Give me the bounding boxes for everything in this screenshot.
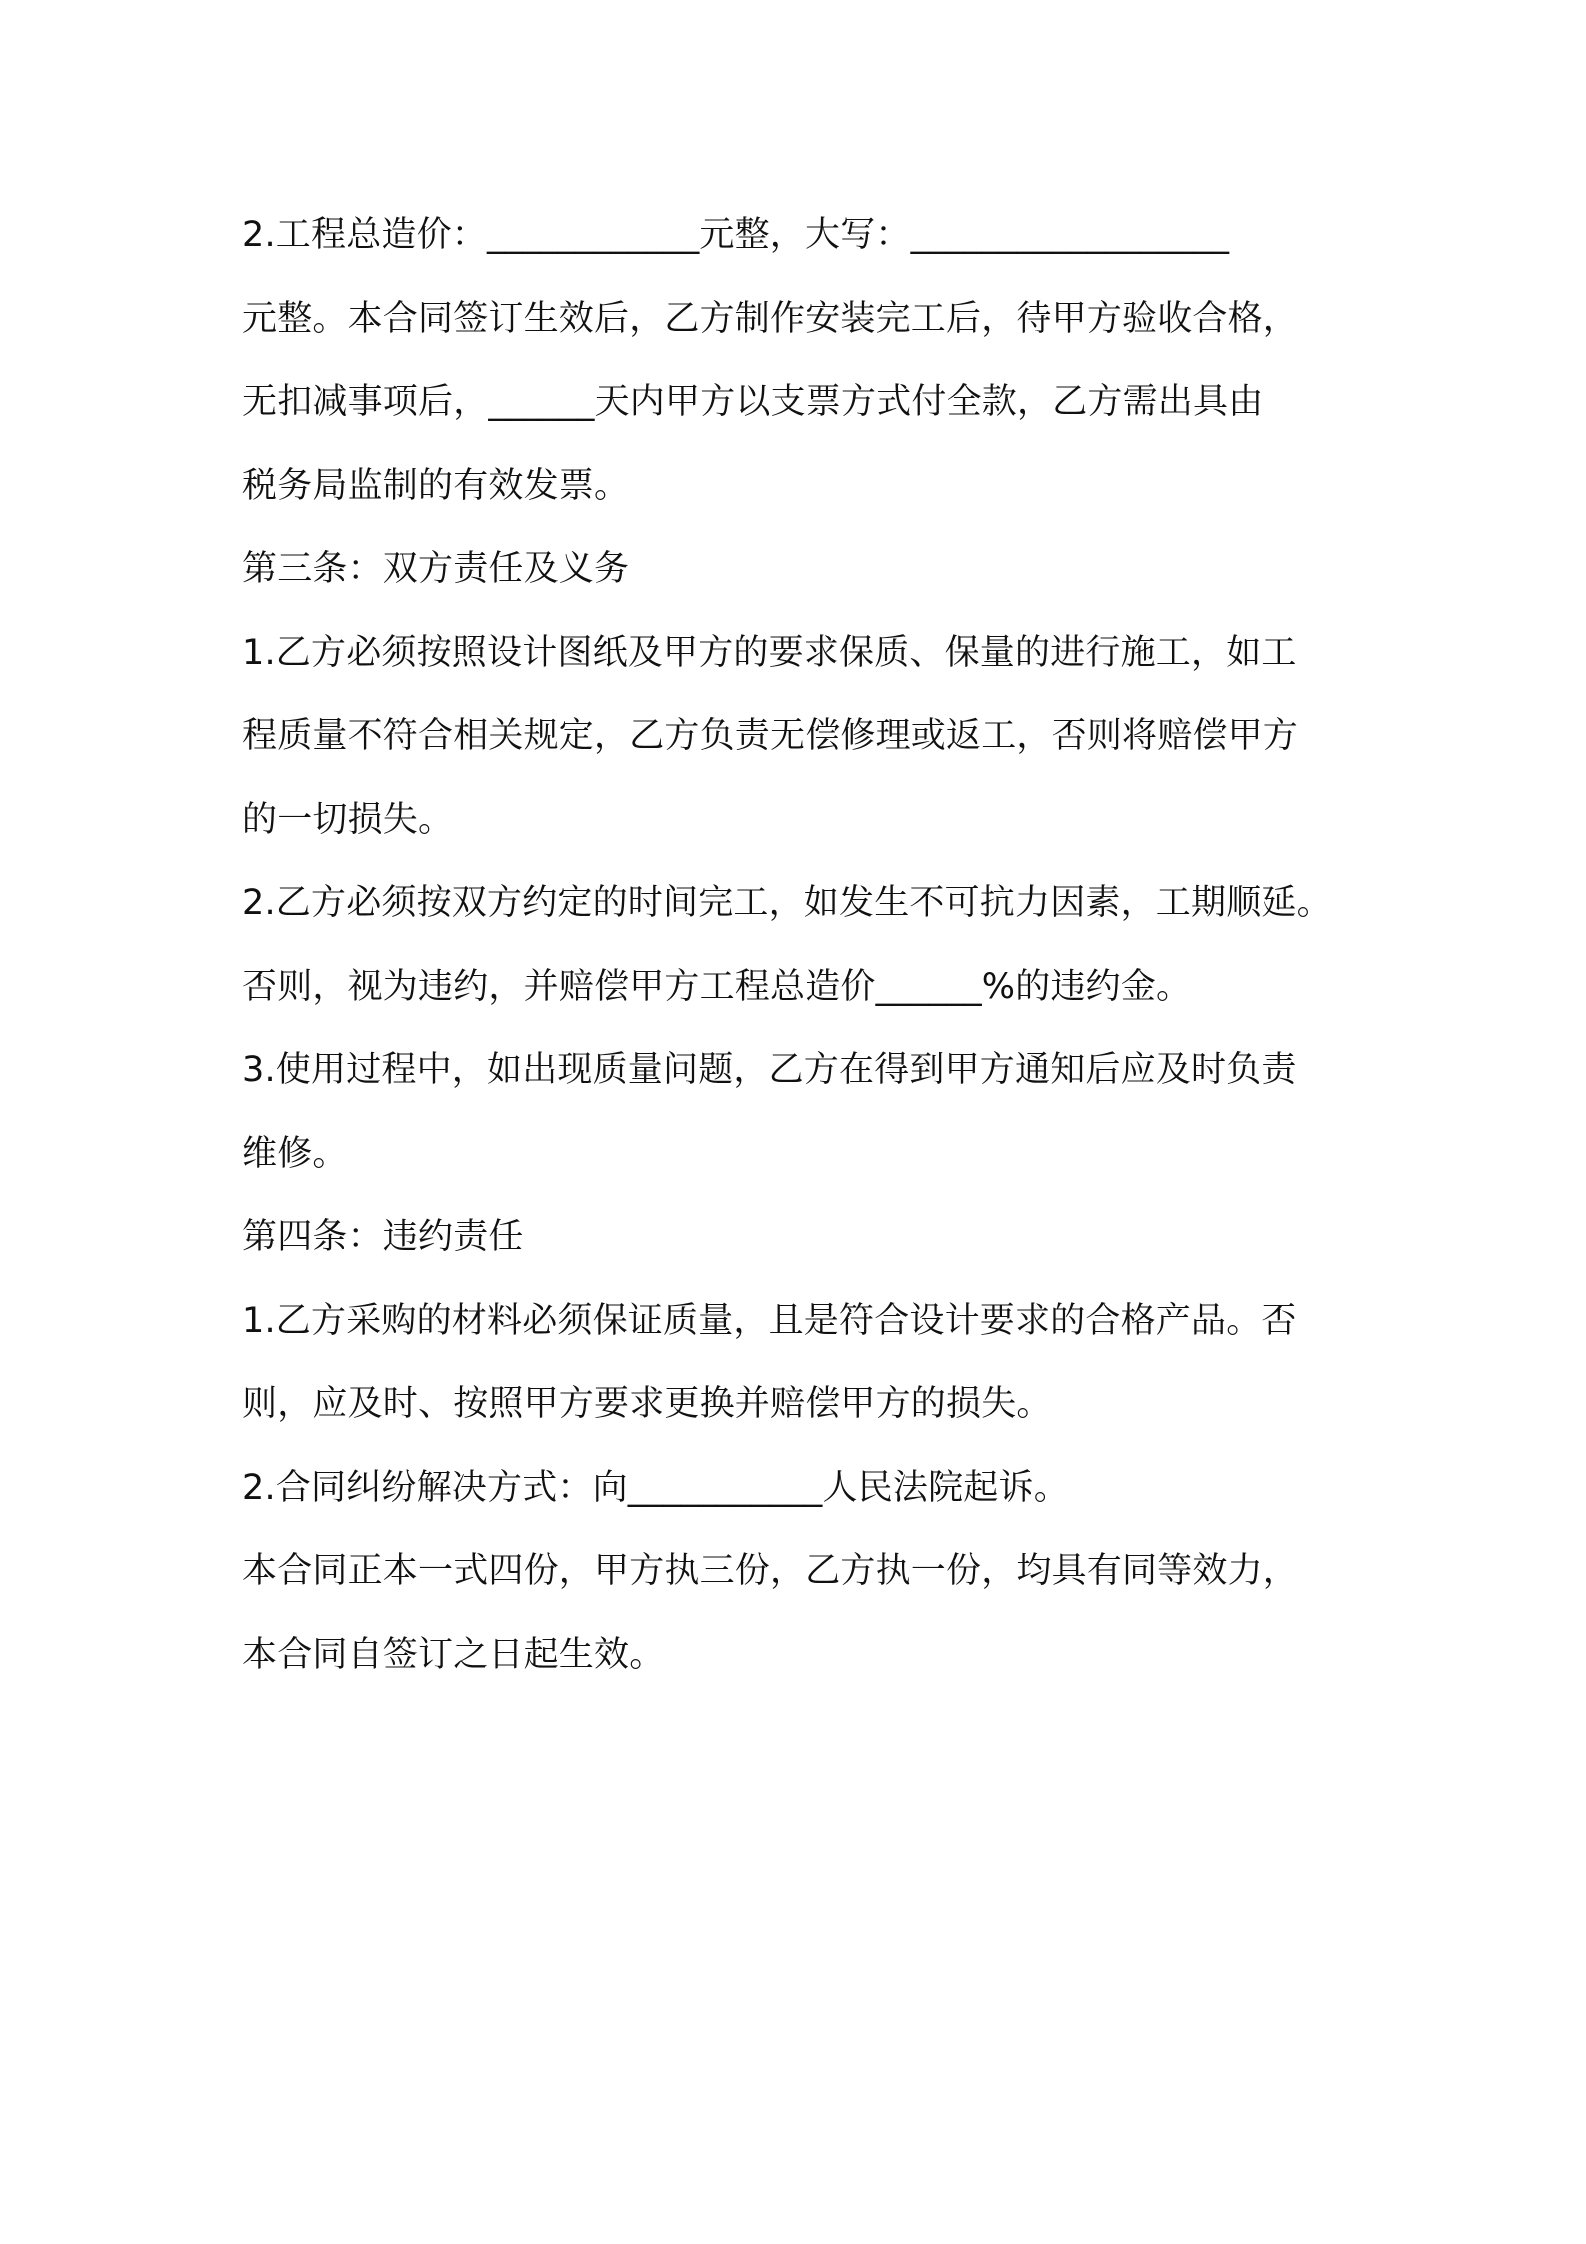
section-heading-article-3: 第三条：双方责任及义务 bbox=[242, 549, 630, 589]
text-line: 2.乙方必须按双方约定的时间完工，如发生不可抗力因素，工期顺延。 bbox=[242, 883, 1332, 923]
text-line: 2.合同纠纷解决方式：向___________人民法院起诉。 bbox=[242, 1467, 1069, 1508]
text-line: 则，应及时、按照甲方要求更换并赔偿甲方的损失。 bbox=[242, 1384, 1052, 1424]
text-line: 本合同正本一式四份，甲方执三份，乙方执一份，均具有同等效力， bbox=[242, 1551, 1299, 1591]
section-heading-article-4: 第四条：违约责任 bbox=[242, 1217, 524, 1257]
text-line: 3.使用过程中，如出现质量问题，乙方在得到甲方通知后应及时负责 bbox=[242, 1050, 1297, 1090]
text-line: 元整。本合同签订生效后，乙方制作安装完工后，待甲方验收合格， bbox=[242, 298, 1299, 339]
text-line: 程质量不符合相关规定，乙方负责无偿修理或返工，否则将赔偿甲方 bbox=[242, 716, 1299, 756]
text-line: 1.乙方必须按照设计图纸及甲方的要求保质、保量的进行施工，如工 bbox=[242, 632, 1297, 673]
text-line: 维修。 bbox=[242, 1133, 348, 1174]
text-line: 的一切损失。 bbox=[242, 799, 454, 840]
text-line: 无扣减事项后，______天内甲方以支票方式付全款，乙方需出具由 bbox=[242, 382, 1264, 422]
text-line: 税务局监制的有效发票。 bbox=[242, 465, 630, 506]
text-line-price: 2.工程总造价：____________元整，大写：__________________ bbox=[242, 215, 1230, 255]
text-line: 本合同自签订之日起生效。 bbox=[242, 1634, 665, 1675]
text-line: 否则，视为违约，并赔偿甲方工程总造价______%的违约金。 bbox=[242, 966, 1192, 1007]
document-body bbox=[242, 194, 1352, 1697]
text-line: 1.乙方采购的材料必须保证质量，且是符合设计要求的合格产品。否 bbox=[242, 1300, 1297, 1341]
